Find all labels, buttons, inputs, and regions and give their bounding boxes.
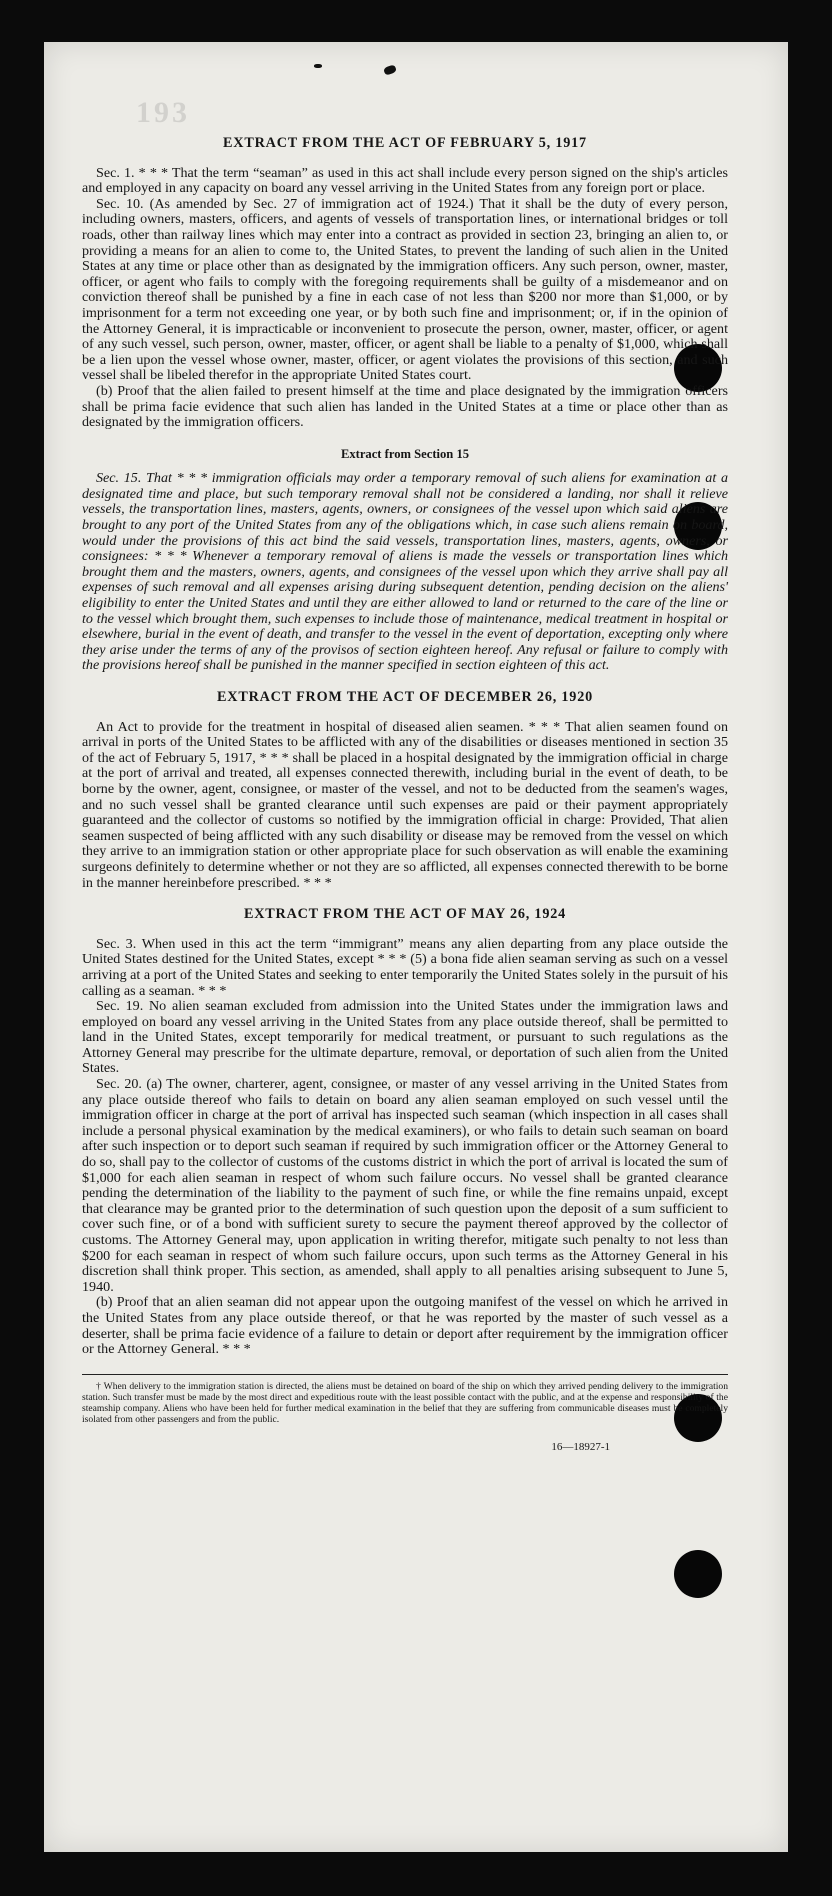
paragraph-sec-10: Sec. 10. (As amended by Sec. 27 of immigration act of 1924.) That it shall be the duty of every person, including owners, masters, officers, and agents of vessels of transportation lines, or international bridges or toll roads, other than railway lines which may enter into a contract as provided in section 23, bringing an alien to, or providing a means for an alien to come to, the United States, to prevent the landing of such alien in the United States at any time or place other than as designated by the immigration officers. Any such person, owner, master, officer, or agent who fails to comply with the foregoing requirements shall be guilty of a misdemeanor and on conviction thereof shall be punished by a fine in each case of not less than $200 nor more than $1,000, or by imprisonment for a term not exceeding one year, or by both such fine and imprisonment; or, if in the opinion of the Attorney General, it is impracticable or inconvenient to prosecute the person, owner, master, officer, or agent of any such vessel, such person, owner, master, officer, or agent shall be liable to a penalty of $1,000, which shall be a lien upon the vessel whose owner, master, officer, or agent violates the provisions of this section, and such vessel shall be libeled therefor in the appropriate United States court. — [82, 195, 728, 384]
section-title: EXTRACT FROM THE ACT OF DECEMBER 26, 1920 — [217, 689, 593, 705]
ink-mark — [314, 64, 322, 68]
paragraph-sec-20-a: Sec. 20. (a) The owner, charterer, agent, consignee, or master of any vessel arriving in the United States from any place outside thereof who fails to detain on board any alien seaman employed on such vessel until the immigration officer in charge at the port of arrival has inspected such seaman (which inspection in all cases shall include a personal physical examination by the medical examiners), or who fails to detain such seaman on board after such inspection or to deport such seaman if required by such immigration officer or the Attorney General to do so, shall pay to the collector of customs of the customs district in which the port of arrival is located the sum of $1,000 for each alien seaman in respect of whom such failure occurs. No vessel shall be granted clearance pending the determination of the liability to the payment of such fine, or while the fine remains unpaid, except that clearance may be granted prior to the determination of such question upon the deposit of a sum sufficient to cover such fine, or of a bond with sufficient surety to secure the payment thereof approved by the collector of customs. The Attorney General may, upon application in writing therefor, mitigate such penalty to not less than $200 for each seaman in respect of whom such failure occurs, upon such terms as the Attorney General in his discretion shall think proper. This section, as amended, shall apply to all penalties arising subsequent to June 5, 1940. — [82, 1076, 728, 1295]
paragraph-sec-19: Sec. 19. No alien seaman excluded from admission into the United States under the immigration laws and employed on board any vessel arriving in the United States from any place outside thereof, shall be permitted to land in the United States, except temporarily for medical treatment, or pursuant to such regulations as the Attorney General may prescribe for the ultimate departure, removal, or deportation of such alien from the United States. — [82, 998, 728, 1077]
section-extract-15 — [82, 447, 728, 674]
faded-page-number: 193 — [136, 96, 190, 129]
section-act-1920 — [82, 690, 728, 891]
section-subtitle: Extract from Section 15 — [340, 446, 470, 461]
form-number: 16—18927-1 — [551, 1440, 610, 1453]
ink-mark — [383, 64, 397, 76]
footnote: † When delivery to the immigration station is directed, the aliens must be detained on board of the ship on which they arrived pending delivery to the immigration station. Such transfer must be made by the most direct and expeditious route with the least possible contact with the public, and at the expense and responsibility of the steamship company. Aliens who have been held for further medical examination in the belief that they are suffering from communicable diseases must be completely isolated from other passengers and from the public. — [82, 1380, 728, 1426]
section-title: EXTRACT FROM THE ACT OF FEBRUARY 5, 1917 — [223, 135, 587, 151]
section-act-1917 — [82, 136, 728, 431]
paragraph-sec-1: Sec. 1. * * * That the term “seaman” as used in this act shall include every person signed on the ship's articles and employed in any capacity on board any vessel arriving in the United States from any foreign port or place. — [82, 164, 728, 197]
paragraph-act-1920: An Act to provide for the treatment in hospital of diseased alien seamen. * * * That alien seamen found on arrival in ports of the United States to be afflicted with any of the disabilities or diseases mentioned in section 35 of the act of February 5, 1917, * * * shall be placed in a hospital designated by the immigration official in charge at the port of arrival and treated, all expenses connected therewith, including burial in the event of death, to be borne by the owner, agent, consignee, or master of the vessel, and not to be deducted from the seamen's wages, and no such vessel shall be granted clearance until such expenses are paid or their payment appropriately guaranteed and the collector of customs so notified by the immigration official in charge: Provided, That alien seamen suspected of being afflicted with any such disability or disease may be removed from the vessel on which they arrive to an immigration station or other appropriate place for such observation as will enable the examining surgeons definitely to determine whether or not they are so afflicted, all expenses connected therewith to be borne in the manner hereinbefore prescribed. * * * — [82, 718, 728, 891]
section-title: EXTRACT FROM THE ACT OF MAY 26, 1924 — [243, 906, 567, 923]
paragraph-sec-15: Sec. 15. That * * * immigration officials may order a temporary removal of such aliens for examination at a designated time and place, but such temporary removal shall not be considered a landing, nor shall it relieve vessels, the transportation lines, masters, agents, owners, or consignees of the vessel upon which said aliens are brought to any port of the United States from any of the obligations which, in case such aliens remain on board, would under the provisions of this act bind the said vessels, transportation lines, masters, agents, owners, or consignees: * * * Whenever a temporary removal of aliens is made the vessels or transportation lines which brought them and the masters, owners, agents, and consignees of the vessel upon which they arrive shall pay all expenses of such removal and all expenses arising during subsequent detention, pending decision on the aliens' eligibility to enter the United States and until they are either allowed to land or returned to the care of the line or to the vessel which brought them, such expenses to include those of maintenance, medical treatment in hospital or elsewhere, burial in the event of death, and transfer to the vessel in the event of deportation, excepting only where they arise under the terms of any of the provisos of section eighteen hereof. Any refusal or failure to comply with the provisions hereof shall be punished in the manner specified in section eighteen of this act. — [82, 470, 728, 674]
section-act-1924 — [82, 907, 728, 1358]
paragraph-sec-3: Sec. 3. When used in this act the term “immigrant” means any alien departing from any place outside the United States destined for the United States, except * * * (5) a bona fide alien seaman serving as such on a vessel arriving at a port of the United States and seeking to enter temporarily the United States solely in the pursuit of his calling as a seaman. * * * — [82, 935, 728, 999]
footnote-divider — [82, 1374, 728, 1375]
punch-hole — [674, 1550, 722, 1598]
paragraph-sec-10-b: (b) Proof that the alien failed to present himself at the time and place designated by the immigration officers shall be prima facie evidence that such alien has landed in the United States at a time or place other than as designated by the immigration officers. — [82, 382, 728, 431]
paragraph-sec-20-b: (b) Proof that an alien seaman did not appear upon the outgoing manifest of the vessel on which he arrived in the United States from any place outside thereof, or that he was reported by the master of such vessel as a deserter, shall be prima facie evidence of a failure to detain or deport after requirement by the immigration officer or the Attorney General. * * * — [82, 1294, 728, 1358]
document-body — [82, 136, 728, 1455]
